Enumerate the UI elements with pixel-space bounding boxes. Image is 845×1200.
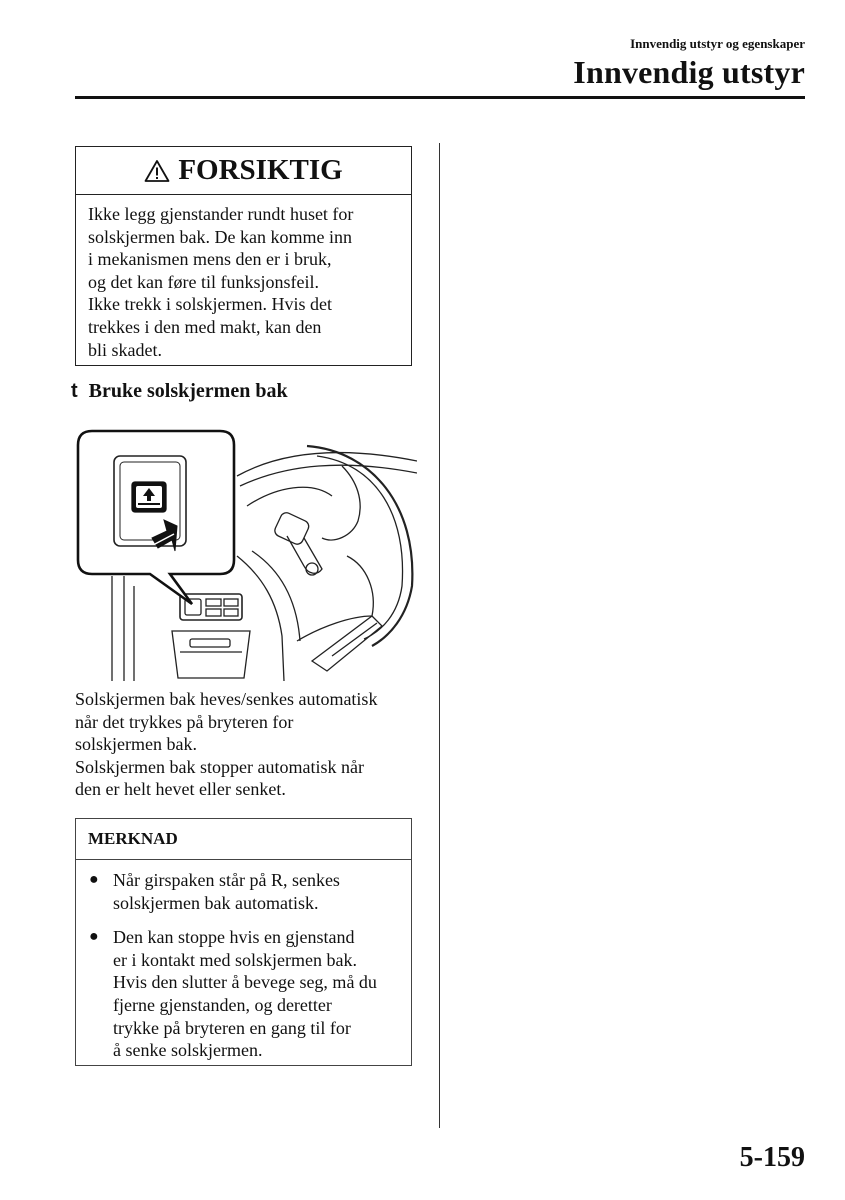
note-line: solskjermen bak automatisk. [113, 892, 319, 913]
caution-body [76, 195, 411, 361]
description-paragraph [75, 688, 377, 801]
bullet-dot: ● [89, 871, 99, 888]
page-number: 5-159 [739, 1142, 805, 1173]
section-heading-text: Bruke solskjermen bak [88, 380, 288, 402]
note-header: MERKNAD [76, 819, 411, 860]
description-line: solskjermen bak. [75, 734, 197, 755]
section-bullet: t [71, 380, 78, 402]
description-line: Solskjermen bak heves/senkes automatisk [75, 689, 378, 709]
note-line: Den kan stoppe hvis en gjenstand [113, 927, 355, 948]
note-line: Når girspaken står på R, senkes [113, 870, 340, 890]
sunshade-switch-illustration [72, 426, 417, 681]
description-line: den er helt hevet eller senket. [75, 779, 286, 800]
section-heading [71, 380, 288, 403]
caution-line: i mekanismen mens den er i bruk, [88, 249, 332, 270]
caution-header [76, 147, 411, 195]
caution-box [75, 146, 412, 366]
column-divider [439, 143, 440, 1128]
note-box [75, 818, 412, 1066]
caution-line: Ikke legg gjenstander rundt huset for [88, 204, 354, 224]
note-item [76, 926, 411, 1062]
header-section-label: Innvendig utstyr og egenskaper [630, 36, 805, 51]
caution-line: Ikke trekk i solskjermen. Hvis det [88, 294, 332, 315]
note-line: å senke solskjermen. [113, 1040, 263, 1061]
header-rule [75, 96, 805, 99]
description-line: Solskjermen bak stopper automatisk når [75, 756, 364, 777]
note-item [76, 869, 411, 914]
note-line: er i kontakt med solskjermen bak. [113, 949, 357, 970]
note-list [76, 869, 411, 1062]
description-line: når det trykkes på bryteren for [75, 711, 294, 732]
caution-title: FORSIKTIG [178, 154, 343, 186]
caution-line: bli skadet. [88, 339, 162, 360]
note-line: Hvis den slutter å bevege seg, må du [113, 972, 377, 993]
caution-line: trekkes i den med makt, kan den [88, 316, 322, 337]
bullet-dot: ● [89, 928, 99, 946]
caution-line: og det kan føre til funksjonsfeil. [88, 271, 319, 292]
page-title: Innvendig utstyr [573, 54, 805, 90]
warning-triangle-icon [144, 159, 170, 183]
caution-line: solskjermen bak. De kan komme inn [88, 226, 352, 247]
note-line: fjerne gjenstanden, og deretter [113, 994, 332, 1015]
note-line: trykke på bryteren en gang til for [113, 1017, 351, 1038]
